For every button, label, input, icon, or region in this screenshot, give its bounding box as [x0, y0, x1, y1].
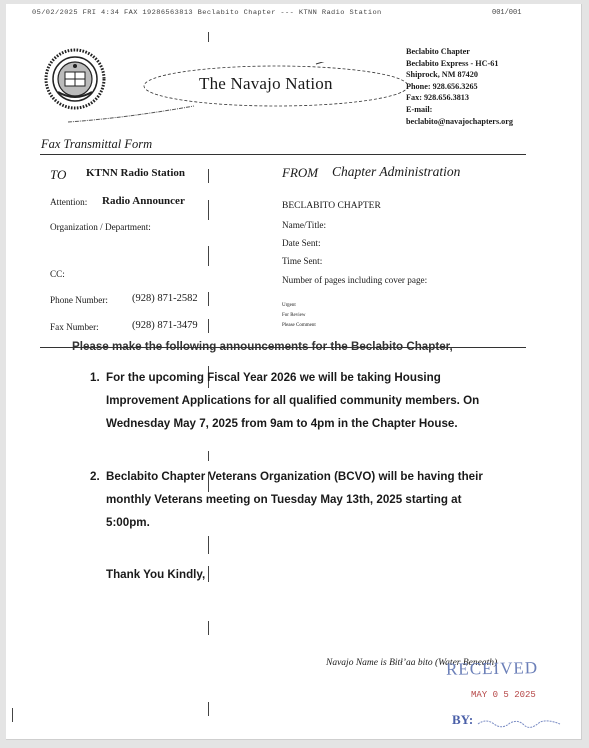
fold-mark: [208, 200, 209, 220]
from-sender: Chapter Administration: [332, 164, 461, 179]
fold-mark: [208, 319, 209, 333]
time-sent-label: Time Sent:: [282, 256, 323, 266]
phone-value: (928) 871-2582: [132, 293, 198, 304]
closing-line: Thank You Kindly,: [106, 568, 206, 581]
attention-label: Attention:: [50, 197, 88, 207]
letterhead-underline: [66, 104, 196, 126]
received-by-label: BY:: [452, 712, 474, 727]
fold-mark: [208, 621, 209, 635]
received-date-stamp: MAY 0 5 2025: [471, 690, 536, 700]
phone-label: Phone Number:: [50, 295, 108, 305]
announcement-item: For the upcoming Fiscal Year 2026 we will be taking Housing Improvement Applications for all qualified community members. On Wednesday May 7, 2025 from 9am to 4pm in the Chapter House.: [106, 371, 480, 430]
date-sent-label: Date Sent:: [282, 238, 321, 248]
address-line: Shiprock, NM 87420: [406, 70, 478, 80]
name-title-label: Name/Title:: [282, 220, 327, 230]
fold-mark: [208, 702, 209, 716]
urgent-option: Urgent: [282, 303, 296, 308]
organization-label: Organization / Department:: [50, 222, 151, 232]
fold-mark: [208, 32, 209, 42]
chapter-address-block: [406, 46, 513, 127]
form-title: Fax Transmittal Form: [41, 137, 153, 151]
fold-mark: [208, 169, 209, 183]
sender-chapter-name: BECLABITO CHAPTER: [282, 201, 381, 211]
nation-name: The Navajo Nation: [199, 74, 333, 93]
fold-mark: [208, 292, 209, 306]
to-label: TO: [50, 167, 67, 182]
address-line: Fax: 928.656.3813: [406, 93, 469, 103]
list-item-number: 1.: [90, 371, 100, 384]
from-label: FROM: [282, 165, 319, 180]
address-line: Phone: 928.656.3265: [406, 81, 478, 91]
fold-mark: [208, 536, 209, 554]
fax-number-value: (928) 871-3479: [132, 320, 198, 331]
email-address: beclabito@navajochapters.org: [406, 116, 513, 126]
cc-label: CC:: [50, 269, 65, 279]
for-review-option: For Review: [282, 313, 306, 318]
to-recipient: KTNN Radio Station: [86, 167, 186, 179]
divider: [40, 154, 526, 155]
fax-number-label: Fax Number:: [50, 322, 99, 332]
announcement-item: Beclabito Chapter Veterans Organization (BCVO) will be having their monthly Veterans meeting on Tuesday May 13th, 2025 starting at 5:00pm.: [106, 470, 483, 529]
attention-value: Radio Announcer: [102, 195, 185, 207]
fax-page: [6, 4, 582, 740]
fold-mark: [208, 246, 209, 266]
page-count-label: Number of pages including cover page:: [282, 275, 428, 285]
address-line: Beclabito Express - HC-61: [406, 58, 499, 68]
fax-header-stamp: 05/02/2025 FRI 4:34 FAX 19286563813 Beclabito Chapter --- KTNN Radio Station: [32, 9, 382, 17]
navajo-nation-seal-icon: [44, 48, 106, 110]
fold-mark: [208, 566, 209, 582]
please-comment-option: Please Comment: [282, 323, 316, 328]
fax-page-count: 001/001: [492, 9, 522, 17]
edge-mark: [12, 708, 13, 722]
address-line: E-mail:: [406, 104, 433, 114]
received-stamp: RECEIVED: [445, 658, 539, 679]
announcement-intro: Please make the following announcements for the Beclabito Chapter,: [72, 340, 453, 353]
chapter-motto: Navajo Name is Bitł’aa bito (Water Beneath): [326, 658, 498, 668]
list-item-number: 2.: [90, 470, 100, 483]
address-line: Beclabito Chapter: [406, 47, 470, 56]
signature-scribble: [476, 716, 562, 728]
fold-mark: [208, 451, 209, 461]
